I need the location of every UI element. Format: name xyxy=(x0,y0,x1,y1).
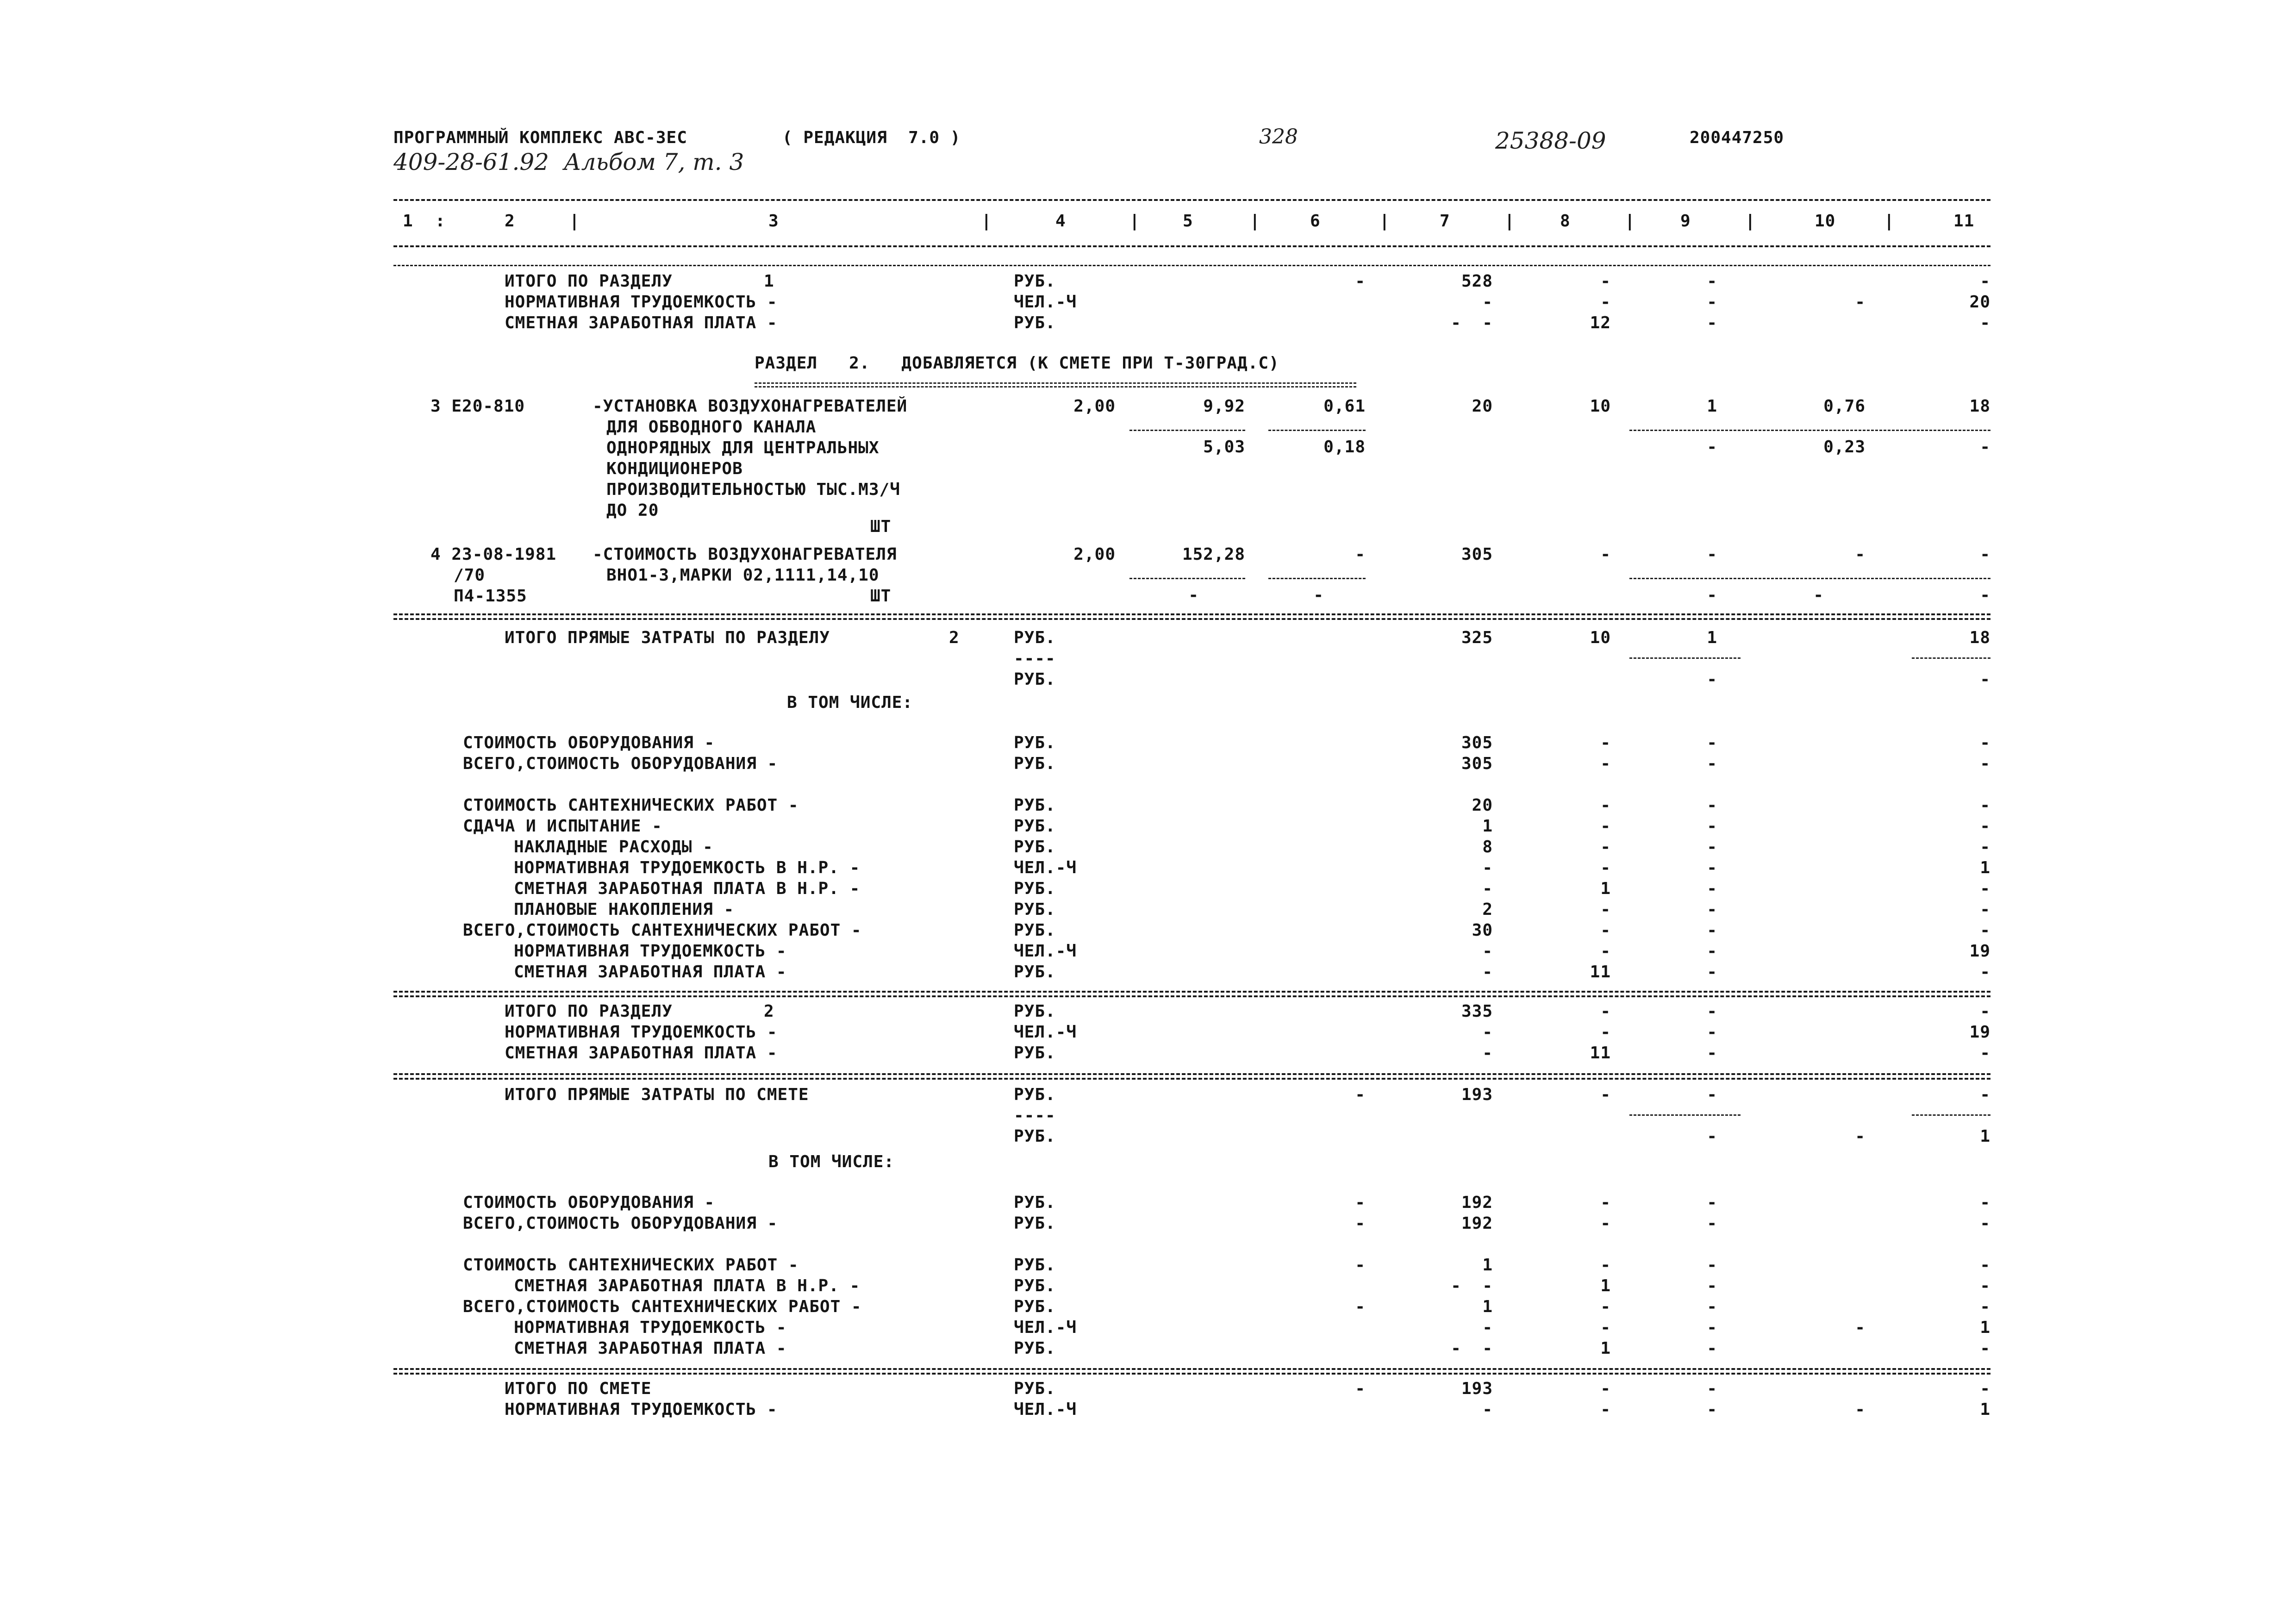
section2-breakdown-row-c8: - xyxy=(1600,858,1611,877)
item3-row-c7: 20 xyxy=(1472,397,1493,416)
breakdown-label: ПЛАНОВЫЕ НАКОПЛЕНИЯ - xyxy=(514,900,735,919)
estimate-breakdown-row-c7: 1 xyxy=(1482,1256,1493,1275)
column-header-1: 1 xyxy=(403,212,413,231)
section2-total-row-c9: - xyxy=(1707,1044,1717,1063)
column-separator: | xyxy=(1379,212,1390,231)
breakdown-label: СМЕТНАЯ ЗАРАБОТНАЯ ПЛАТА - xyxy=(514,963,787,982)
item4-row-c10: - xyxy=(1855,545,1866,564)
estimate-total-row-c6: - xyxy=(1355,1379,1366,1398)
unit: ЧЕЛ.-Ч xyxy=(1014,858,1077,877)
unit: РУБ. xyxy=(1014,1339,1056,1358)
unit: РУБ. xyxy=(1014,963,1056,982)
total-label: ИТОГО ПО РАЗДЕЛУ xyxy=(505,272,673,291)
section2-breakdown-row-c9: - xyxy=(1707,879,1717,898)
section2-breakdown-row-c8: 11 xyxy=(1590,963,1611,982)
unit: РУБ. xyxy=(1014,1002,1056,1021)
estimate-breakdown-row-c9: - xyxy=(1707,1193,1717,1212)
header-rule-bottom xyxy=(393,245,1990,247)
section2-breakdown-row-c11: - xyxy=(1980,963,1990,982)
breakdown-label: НОРМАТИВНАЯ ТРУДОЕМКОСТЬ - xyxy=(514,1318,787,1337)
estimate-breakdown-row-c9: - xyxy=(1707,1214,1717,1233)
estimate-total-row-c7: 193 xyxy=(1461,1379,1493,1398)
column-header-10: 10 xyxy=(1815,212,1836,231)
estimate-breakdown-row-c11: - xyxy=(1980,1276,1990,1295)
section2-direct-row-c7: 325 xyxy=(1461,628,1493,647)
section2-breakdown-row-c9: - xyxy=(1707,963,1717,982)
item4-row-c5: 152,28 xyxy=(1182,545,1245,564)
estimate-breakdown-row-c11: - xyxy=(1980,1193,1990,1212)
column-header-11: 11 xyxy=(1953,212,1975,231)
unit: ЧЕЛ.-Ч xyxy=(1014,1318,1077,1337)
section2-breakdown-row-c11: - xyxy=(1980,796,1990,815)
item-description-line: ДО 20 xyxy=(606,501,659,520)
item4-c9-labor: - xyxy=(1707,586,1717,605)
section1-total-row-c11: 20 xyxy=(1969,293,1990,312)
split-rule xyxy=(1629,1114,1741,1116)
item-description-line: -УСТАНОВКА ВОЗДУХОНАГРЕВАТЕЛЕЙ xyxy=(593,397,908,416)
item3-c9-labor: - xyxy=(1707,438,1717,456)
item-code-line: /70 xyxy=(454,566,486,585)
unit: РУБ. xyxy=(1014,628,1056,647)
estimate-breakdown-row-c8: - xyxy=(1600,1193,1611,1212)
estimate-breakdown-row-c11: - xyxy=(1980,1339,1990,1358)
estimate-breakdown-row-c6: - xyxy=(1355,1297,1366,1316)
item3-row-c11: 18 xyxy=(1969,397,1990,416)
including-label: В ТОМ ЧИСЛЕ: xyxy=(768,1152,895,1171)
section1-total-row-c11: - xyxy=(1980,313,1990,332)
section2-total-row-c8: - xyxy=(1600,1023,1611,1042)
estimate-breakdown-row-c8: 1 xyxy=(1600,1276,1611,1295)
price-split-rule xyxy=(1629,578,1990,579)
section-rule xyxy=(393,1073,1990,1075)
total-label: СМЕТНАЯ ЗАРАБОТНАЯ ПЛАТА - xyxy=(505,313,778,332)
section2-breakdown-row-c11: - xyxy=(1980,900,1990,919)
estimate-breakdown-row-c11: - xyxy=(1980,1297,1990,1316)
price-split-rule xyxy=(1629,430,1990,431)
section2-breakdown-row-c7: 30 xyxy=(1472,921,1493,940)
estimate-breakdown-row-c9: - xyxy=(1707,1297,1717,1316)
section2-direct-c11b: - xyxy=(1980,670,1990,689)
estimate-breakdown-row-c9: - xyxy=(1707,1276,1717,1295)
section1-total-row-c11: - xyxy=(1980,272,1990,291)
unit: РУБ. xyxy=(1014,754,1056,773)
section1-total-row-c8: - xyxy=(1600,272,1611,291)
item3-row-c6: 0,61 xyxy=(1323,397,1366,416)
section1-total-row-c7: - - xyxy=(1451,313,1493,332)
album-reference: 409-28-61.92 Альбом 7, т. 3 xyxy=(393,149,744,175)
estimate-breakdown-row-c7: 1 xyxy=(1482,1297,1493,1316)
estimate-direct-row-c7: 193 xyxy=(1461,1085,1493,1104)
breakdown-label: СТОИМОСТЬ САНТЕХНИЧЕСКИХ РАБОТ - xyxy=(463,796,799,815)
total-label: НОРМАТИВНАЯ ТРУДОЕМКОСТЬ - xyxy=(505,1023,778,1042)
estimate-breakdown-row-c10: - xyxy=(1855,1318,1866,1337)
total-label: ИТОГО ПО СМЕТЕ xyxy=(505,1379,652,1398)
section1-total-row-c6: - xyxy=(1355,272,1366,291)
estimate-direct-row-c6: - xyxy=(1355,1085,1366,1104)
unit: РУБ. xyxy=(1014,1127,1056,1146)
section1-total-row-c9: - xyxy=(1707,272,1717,291)
estimate-breakdown-row-c8: - xyxy=(1600,1214,1611,1233)
price-split-rule xyxy=(1129,578,1245,579)
unit: РУБ. xyxy=(1014,313,1056,332)
section1-total-row-c10: - xyxy=(1855,293,1866,312)
unit: РУБ. xyxy=(1014,838,1056,857)
section2-breakdown-row-c8: - xyxy=(1600,942,1611,961)
breakdown-label: СТОИМОСТЬ ОБОРУДОВАНИЯ - xyxy=(463,733,715,752)
section2-breakdown-row-c8: - xyxy=(1600,754,1611,773)
item-description-line: ВНО1-3,МАРКИ 02,1111,14,10 xyxy=(606,566,880,585)
column-separator: | xyxy=(981,212,992,231)
unit: РУБ. xyxy=(1014,670,1056,689)
estimate-breakdown-row-c7: - xyxy=(1482,1318,1493,1337)
item3-row-c4: 2,00 xyxy=(1073,397,1116,416)
section2-breakdown-row-c8: - xyxy=(1600,733,1611,752)
section1-total-row-c8: - xyxy=(1600,293,1611,312)
edition: ( РЕДАКЦИЯ 7.0 ) xyxy=(782,128,961,147)
column-separator: | xyxy=(1745,212,1756,231)
total-label: НОРМАТИВНАЯ ТРУДОЕМКОСТЬ - xyxy=(505,293,778,312)
item3-c6-labor: 0,18 xyxy=(1323,438,1366,456)
column-header-2: 2 xyxy=(505,212,515,231)
section2-breakdown-row-c7: - xyxy=(1482,942,1493,961)
breakdown-label: НАКЛАДНЫЕ РАСХОДЫ - xyxy=(514,838,713,857)
price-split-rule xyxy=(1268,430,1366,431)
column-header-8: 8 xyxy=(1560,212,1571,231)
section2-breakdown-row-c9: - xyxy=(1707,838,1717,857)
section2-breakdown-row-c7: 2 xyxy=(1482,900,1493,919)
column-separator: : xyxy=(435,212,446,231)
item4-c11-labor: - xyxy=(1980,586,1990,605)
including-label: В ТОМ ЧИСЛЕ: xyxy=(787,693,913,712)
section2-breakdown-row-c11: - xyxy=(1980,838,1990,857)
unit: РУБ. xyxy=(1014,733,1056,752)
section2-breakdown-row-c11: - xyxy=(1980,817,1990,836)
section2-direct-row-c8: 10 xyxy=(1590,628,1611,647)
estimate-total-row-c7: - xyxy=(1482,1400,1493,1419)
breakdown-label: ВСЕГО,СТОИМОСТЬ ОБОРУДОВАНИЯ - xyxy=(463,754,778,773)
unit-split: ---- xyxy=(1014,649,1056,668)
item4-row-c9: - xyxy=(1707,545,1717,564)
section2-breakdown-row-c8: - xyxy=(1600,838,1611,857)
estimate-breakdown-row-c9: - xyxy=(1707,1318,1717,1337)
item-description-line: ОДНОРЯДНЫХ ДЛЯ ЦЕНТРАЛЬНЫХ xyxy=(606,438,880,457)
estimate-direct-row-c11: - xyxy=(1980,1085,1990,1104)
section2-direct-row-c9: 1 xyxy=(1707,628,1717,647)
unit: РУБ. xyxy=(1014,900,1056,919)
total-label: ИТОГО ПО РАЗДЕЛУ xyxy=(505,1002,673,1021)
breakdown-label: СДАЧА И ИСПЫТАНИЕ - xyxy=(463,817,662,836)
section-rule xyxy=(393,995,1990,997)
item-description-line: -СТОИМОСТЬ ВОЗДУХОНАГРЕВАТЕЛЯ xyxy=(593,545,897,564)
estimate-breakdown-row-c11: - xyxy=(1980,1214,1990,1233)
program-name: ПРОГРАММНЫЙ КОМПЛЕКС АВС-3ЕС xyxy=(393,128,687,147)
breakdown-label: ВСЕГО,СТОИМОСТЬ ОБОРУДОВАНИЯ - xyxy=(463,1214,778,1233)
section2-breakdown-row-c11: - xyxy=(1980,921,1990,940)
estimate-breakdown-row-c6: - xyxy=(1355,1256,1366,1275)
estimate-breakdown-row-c11: 1 xyxy=(1980,1318,1990,1337)
item3-row-c8: 10 xyxy=(1590,397,1611,416)
item4-row-c11: - xyxy=(1980,545,1990,564)
section2-total-row-c11: - xyxy=(1980,1002,1990,1021)
section2-breakdown-row-c11: 1 xyxy=(1980,858,1990,877)
estimate-breakdown-row-c8: - xyxy=(1600,1318,1611,1337)
estimate-total-row-c10: - xyxy=(1855,1400,1866,1419)
estimate-breakdown-row-c8: 1 xyxy=(1600,1339,1611,1358)
section1-total-row-c9: - xyxy=(1707,313,1717,332)
item-number-code: 4 23-08-1981 xyxy=(430,545,557,564)
section2-total-row-c8: - xyxy=(1600,1002,1611,1021)
section2-breakdown-row-c7: - xyxy=(1482,858,1493,877)
item3-c5-labor: 5,03 xyxy=(1203,438,1245,456)
section2-breakdown-row-c11: - xyxy=(1980,733,1990,752)
item3-row-c5: 9,92 xyxy=(1203,397,1245,416)
section-number: 2 xyxy=(764,1002,774,1021)
breakdown-label: СМЕТНАЯ ЗАРАБОТНАЯ ПЛАТА - xyxy=(514,1339,787,1358)
breakdown-label: НОРМАТИВНАЯ ТРУДОЕМКОСТЬ В Н.Р. - xyxy=(514,858,861,877)
estimate-total-row-c11: - xyxy=(1980,1379,1990,1398)
column-separator: | xyxy=(1250,212,1260,231)
column-separator: | xyxy=(1884,212,1895,231)
item-description-line: ПРОИЗВОДИТЕЛЬНОСТЬЮ ТЫС.М3/Ч xyxy=(606,480,900,499)
section2-direct-row-c11: 18 xyxy=(1969,628,1990,647)
section2-total-row-c8: 11 xyxy=(1590,1044,1611,1063)
breakdown-label: СМЕТНАЯ ЗАРАБОТНАЯ ПЛАТА В Н.Р. - xyxy=(514,1276,861,1295)
estimate-total-row-c11: 1 xyxy=(1980,1400,1990,1419)
estimate-total-row-c9: - xyxy=(1707,1400,1717,1419)
item-number-code: 3 Е20-810 xyxy=(430,397,525,416)
section2-total-row-c7: - xyxy=(1482,1044,1493,1063)
column-header-4: 4 xyxy=(1055,212,1066,231)
unit: РУБ. xyxy=(1014,1379,1056,1398)
header-rule-bottom-2 xyxy=(393,265,1990,266)
split-rule xyxy=(1629,657,1741,659)
column-header-6: 6 xyxy=(1310,212,1321,231)
section1-total-row-c7: - xyxy=(1482,293,1493,312)
total-label: СМЕТНАЯ ЗАРАБОТНАЯ ПЛАТА - xyxy=(505,1044,778,1063)
section2-breakdown-row-c9: - xyxy=(1707,942,1717,961)
section-title-underline xyxy=(755,382,1356,384)
page-number: 328 xyxy=(1259,125,1298,149)
breakdown-label: ВСЕГО,СТОИМОСТЬ САНТЕХНИЧЕСКИХ РАБОТ - xyxy=(463,921,862,940)
direct-cost-label: ИТОГО ПРЯМЫЕ ЗАТРАТЫ ПО РАЗДЕЛУ xyxy=(505,628,830,647)
section1-total-row-c7: 528 xyxy=(1461,272,1493,291)
estimate-total-row-c9: - xyxy=(1707,1379,1717,1398)
section-title: РАЗДЕЛ 2. ДОБАВЛЯЕТСЯ (К СМЕТЕ ПРИ Т-30ГРАД.С) xyxy=(755,354,1279,373)
section2-breakdown-row-c7: 8 xyxy=(1482,838,1493,857)
item-unit: ШТ xyxy=(870,517,892,536)
header-rule-top xyxy=(393,199,1990,201)
item-description-line: ДЛЯ ОБВОДНОГО КАНАЛА xyxy=(606,418,817,437)
item3-c11-labor: - xyxy=(1980,438,1990,456)
breakdown-label: НОРМАТИВНАЯ ТРУДОЕМКОСТЬ - xyxy=(514,942,787,961)
section2-breakdown-row-c11: - xyxy=(1980,879,1990,898)
section-rule xyxy=(393,613,1990,615)
breakdown-label: СТОИМОСТЬ ОБОРУДОВАНИЯ - xyxy=(463,1193,715,1212)
price-split-rule xyxy=(1129,430,1245,431)
unit: РУБ. xyxy=(1014,1256,1056,1275)
column-separator: | xyxy=(1129,212,1140,231)
item3-row-c9: 1 xyxy=(1707,397,1717,416)
estimate-direct-c11b: 1 xyxy=(1980,1127,1990,1146)
section-rule xyxy=(393,991,1990,993)
section2-breakdown-row-c9: - xyxy=(1707,921,1717,940)
split-rule xyxy=(1912,1114,1990,1116)
unit: ЧЕЛ.-Ч xyxy=(1014,293,1077,312)
section2-total-row-c7: 335 xyxy=(1461,1002,1493,1021)
section2-breakdown-row-c7: 305 xyxy=(1461,733,1493,752)
section2-breakdown-row-c7: 20 xyxy=(1472,796,1493,815)
item-description-line: КОНДИЦИОНЕРОВ xyxy=(606,459,743,478)
section2-breakdown-row-c7: - xyxy=(1482,963,1493,982)
section2-total-row-c11: 19 xyxy=(1969,1023,1990,1042)
section-rule xyxy=(393,1373,1990,1375)
section2-breakdown-row-c9: - xyxy=(1707,817,1717,836)
column-separator: | xyxy=(1504,212,1515,231)
item4-row-c7: 305 xyxy=(1461,545,1493,564)
item4-row-c4: 2,00 xyxy=(1073,545,1116,564)
section-number: 2 xyxy=(949,628,960,647)
item-unit: ШТ xyxy=(870,587,892,606)
section2-breakdown-row-c7: 1 xyxy=(1482,817,1493,836)
estimate-direct-c10b: - xyxy=(1855,1127,1866,1146)
section-rule xyxy=(393,1368,1990,1370)
breakdown-label: СТОИМОСТЬ САНТЕХНИЧЕСКИХ РАБОТ - xyxy=(463,1256,799,1275)
section2-breakdown-row-c9: - xyxy=(1707,796,1717,815)
unit: РУБ. xyxy=(1014,1214,1056,1233)
total-label: НОРМАТИВНАЯ ТРУДОЕМКОСТЬ - xyxy=(505,1400,778,1419)
section2-breakdown-row-c8: - xyxy=(1600,817,1611,836)
section2-breakdown-row-c8: - xyxy=(1600,921,1611,940)
unit: РУБ. xyxy=(1014,817,1056,836)
unit: РУБ. xyxy=(1014,879,1056,898)
section2-breakdown-row-c11: - xyxy=(1980,754,1990,773)
section2-total-row-c9: - xyxy=(1707,1023,1717,1042)
unit: РУБ. xyxy=(1014,1276,1056,1295)
section2-breakdown-row-c9: - xyxy=(1707,900,1717,919)
estimate-breakdown-row-c9: - xyxy=(1707,1339,1717,1358)
section2-direct-c9b: - xyxy=(1707,670,1717,689)
section-rule xyxy=(393,1078,1990,1080)
breakdown-label: СМЕТНАЯ ЗАРАБОТНАЯ ПЛАТА В Н.Р. - xyxy=(514,879,861,898)
unit: РУБ. xyxy=(1014,1297,1056,1316)
estimate-breakdown-row-c7: 192 xyxy=(1461,1214,1493,1233)
column-header-5: 5 xyxy=(1183,212,1193,231)
item3-c10-labor: 0,23 xyxy=(1823,438,1866,456)
item4-row-c6: - xyxy=(1355,545,1366,564)
unit: РУБ. xyxy=(1014,1044,1056,1063)
estimate-breakdown-row-c11: - xyxy=(1980,1256,1990,1275)
unit: ЧЕЛ.-Ч xyxy=(1014,942,1077,961)
item4-c10-labor: - xyxy=(1813,586,1824,605)
direct-cost-label: ИТОГО ПРЯМЫЕ ЗАТРАТЫ ПО СМЕТЕ xyxy=(505,1085,809,1104)
project-number: 25388-09 xyxy=(1495,127,1606,154)
section2-breakdown-row-c8: - xyxy=(1600,796,1611,815)
section2-breakdown-row-c9: - xyxy=(1707,858,1717,877)
estimate-breakdown-row-c7: - - xyxy=(1451,1339,1493,1358)
unit: РУБ. xyxy=(1014,272,1056,291)
unit: ЧЕЛ.-Ч xyxy=(1014,1023,1077,1042)
column-separator: | xyxy=(569,212,580,231)
section-rule xyxy=(393,618,1990,620)
section2-breakdown-row-c7: - xyxy=(1482,879,1493,898)
split-rule xyxy=(1912,657,1990,659)
section-number: 1 xyxy=(764,272,774,291)
item-code-line: П4-1355 xyxy=(454,587,527,606)
unit: РУБ. xyxy=(1014,796,1056,815)
estimate-total-row-c8: - xyxy=(1600,1379,1611,1398)
section2-breakdown-row-c9: - xyxy=(1707,733,1717,752)
estimate-breakdown-row-c6: - xyxy=(1355,1193,1366,1212)
section2-total-row-c11: - xyxy=(1980,1044,1990,1063)
column-header-7: 7 xyxy=(1440,212,1450,231)
section2-breakdown-row-c11: 19 xyxy=(1969,942,1990,961)
column-header-3: 3 xyxy=(768,212,779,231)
unit: ЧЕЛ.-Ч xyxy=(1014,1400,1077,1419)
estimate-direct-c9b: - xyxy=(1707,1127,1717,1146)
estimate-breakdown-row-c8: - xyxy=(1600,1256,1611,1275)
estimate-total-row-c8: - xyxy=(1600,1400,1611,1419)
section2-total-row-c7: - xyxy=(1482,1023,1493,1042)
section2-breakdown-row-c8: - xyxy=(1600,900,1611,919)
unit: РУБ. xyxy=(1014,1085,1056,1104)
unit-split: ---- xyxy=(1014,1106,1056,1125)
estimate-breakdown-row-c8: - xyxy=(1600,1297,1611,1316)
estimate-breakdown-row-c6: - xyxy=(1355,1214,1366,1233)
item4-c5-labor: - xyxy=(1188,586,1199,605)
column-separator: | xyxy=(1625,212,1635,231)
section1-total-row-c8: 12 xyxy=(1590,313,1611,332)
estimate-breakdown-row-c7: 192 xyxy=(1461,1193,1493,1212)
item4-row-c8: - xyxy=(1600,545,1611,564)
column-header-9: 9 xyxy=(1680,212,1691,231)
estimate-direct-row-c9: - xyxy=(1707,1085,1717,1104)
price-split-rule xyxy=(1268,578,1366,579)
unit: РУБ. xyxy=(1014,921,1056,940)
section1-total-row-c9: - xyxy=(1707,293,1717,312)
estimate-direct-row-c8: - xyxy=(1600,1085,1611,1104)
section-title-underline xyxy=(755,386,1356,388)
item3-row-c10: 0,76 xyxy=(1823,397,1866,416)
estimate-breakdown-row-c9: - xyxy=(1707,1256,1717,1275)
section2-breakdown-row-c7: 305 xyxy=(1461,754,1493,773)
document-code: 200447250 xyxy=(1690,128,1784,147)
unit: РУБ. xyxy=(1014,1193,1056,1212)
item4-c6-labor: - xyxy=(1313,586,1324,605)
section2-total-row-c9: - xyxy=(1707,1002,1717,1021)
section2-breakdown-row-c8: 1 xyxy=(1600,879,1611,898)
estimate-breakdown-row-c7: - - xyxy=(1451,1276,1493,1295)
section2-breakdown-row-c9: - xyxy=(1707,754,1717,773)
breakdown-label: ВСЕГО,СТОИМОСТЬ САНТЕХНИЧЕСКИХ РАБОТ - xyxy=(463,1297,862,1316)
